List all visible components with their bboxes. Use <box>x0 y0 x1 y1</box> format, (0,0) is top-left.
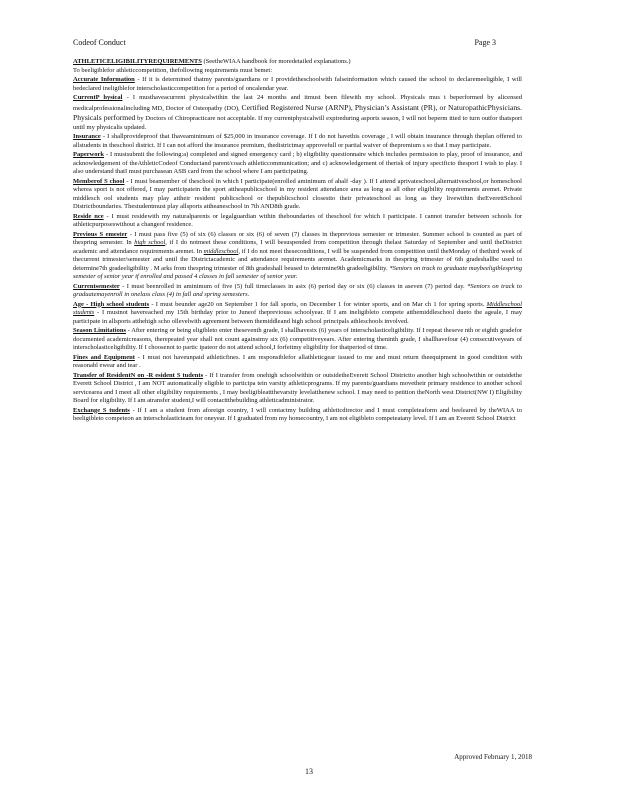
paragraph-fines-equipment <box>73 354 522 371</box>
paragraph-member-of-school <box>73 178 522 212</box>
paragraph-text: , if I do notmeet these conditions, I will besuspended from competition through thelast Saturday of September and until theDistrict academic and attendance requirements aremet. In <box>73 239 522 255</box>
paragraph-text: - After entering or being eligibleto enter theseventh grade, I shallhavesix (6) years of interscholasticeligibility. If I repeat theseve nth or eighth gradefor documented academicreasons, therepeated year shall not count againstmy six (6) competitiveyears. After entering theninth grade, I shallhavefour (4) consecutiveyears of interscholasticeligibility. If I choosenot to partic ipateor do not attend school,I forfeitmy eligibility for thatperiod of time. <box>73 327 523 351</box>
paragraph-current-physical <box>73 94 522 132</box>
paragraph-text: - I mustsubmit the following:a) completed and signed emergency card ; b) eligibility questionnaire which includes permission to play, proof of insurance, and acknowledgement of theAthleticCodeof Conductand parent/coach athleticcommunication; and c) acknowledgement of therisk of injury specificto thesport I wish to play. I also understand thatI must purchasean ASB card from the school where I am participating. <box>73 151 522 175</box>
paragraph-current-semester <box>73 283 522 300</box>
paragraph-text: - I must beamember of theschool in which I participate(enrolled aminimum of ahalf -day ). If I attend aprivateschool,alternativeschool,or homeschool wherea sport is not offered, I may participatein the sport attheapublicschool in my resident attendance area as long as all other eligibility requirements aremet. Private middlesch ool students may play attheir resident publicschool or thepublicschool closestto their privateschool as long as they livewithin theEverettSchool Districtboundaries. Thestudentmust play allsports attheaneschool in 7th AND8th grade. <box>73 177 522 210</box>
paragraph-paperwork <box>73 151 522 177</box>
paragraph-previous-semester <box>73 231 522 282</box>
paragraph-text: - If I am a student from aforeign country, I will contactmy building athleticdirector and I must completeaform and beeleared by theWIAA to beeligibleto competeon an interscholasticteam for oneyear. If I graduated from my homecountry, I am not eligibleto competeatany level. If I am an Everett School District <box>73 406 522 422</box>
underlined-term: middleschool <box>203 247 239 255</box>
paragraph-text: - I mustnot havereached my 15th birthday prior to Juneof thepreviouss schoolyear. If I am ineligibleto compete atthemiddleschool dueto the ageale, I may participate in allsports atthehigh scho ollevelwith agreement between themiddleand high school principals athleschools involved. <box>73 309 522 325</box>
paragraph-text-after: by Doctors of Chiropracticare not acceptable. If my currentphysicalwill expireduring asports season, I will not beperm itted to turn outfor thatsport until my physicalis updated. <box>73 115 522 131</box>
paragraph-text: - I musthaveacurrent physicalwithin the last 24 months and itmust been filewith my school. Physicals mus t beperformed by alicensed medicalprofessionalincluding MD, Doctor of Osteopathy (DO), <box>73 94 522 112</box>
italic-note: *Seniors on track to graduate maybeeligiblespring semester of senior year if enrolled and passed 4 classes in fall semester of senior year. <box>73 264 522 280</box>
paragraph-large-line: Certified Registered Nurse (ARNP), Physician’s Assistant (PR), or NaturopathicPhysicians. Physicals performed <box>73 102 522 122</box>
paragraph-text: - I must beunder age20 on September 1 for fall sports, on December 1 for winter sports, and on Mar ch 1 for spring sports. <box>149 300 485 308</box>
paragraph-accurate-information <box>73 76 522 93</box>
paragraph-text: - I shallprovideproof that Ihaveaminimum of $25,000 in insurance coverage. If I do not havethis coverage , I will obtain insurance through theplan offered to allstudents in theschool district. If I can not afford the insurance premium, thedistrictmay approvefull or partial waiver of thepremium s so that I may participate. <box>73 133 522 149</box>
approval-date: Approved February 1, 2018 <box>454 753 532 761</box>
paragraph-transfer <box>73 372 522 406</box>
paragraph-heading: Fines and Equipment <box>73 353 135 361</box>
paragraph-heading: Exchange S tudents <box>73 406 130 414</box>
paragraph-heading: Season Limitations <box>73 327 126 334</box>
paragraph-text: - I must pass five (5) of six (6) classes or six (6) of seven (7) classes in theprevious semester or trimester. Summer school is counted as part of thespring semester. In <box>73 230 522 246</box>
paragraph-heading: Memberof S chool <box>73 177 125 185</box>
paragraph-text: , if I do not meet theseconditions, I will be suspended from competition until theMonday of thethird week of thecurrent trimester/semester and until the Districtacademic and attendance requirements aremet. Academicmarks in thespring trimester of 6th gradeshallbe used to determine7th gradeeligibility . M arks from thespring trimester of 8th gradeshall beused to determine9th gradeeligibility. <box>73 247 522 272</box>
paragraph-heading: Previous S emester <box>73 230 128 238</box>
paragraph-text: - I must residewith my naturalparents or legalguardian within theboundaries of theschool for which I participate. I cannot transfer between schools for athleticpurposeswithout a changeof residence. <box>73 212 522 228</box>
paragraph-text: - If I transfer from onehigh schoolwithin or outsidetheEverett School Districtto another high schoolwithin or outsidethe Everett School District , I am NOT automatically eligible to participa tein varsity athleticprograms. If my parents/guardians movetheir primary residence to another school servicearea and I meet all other eligibility requirements , I may beeligibleattthevarsity levelatthenew school. I may need to petition theNorth west District(NW I) Eligibility Board for eligibility. If I am atransfer student,I will contacttthebuilding athleticadministrator. <box>73 371 522 404</box>
title-line <box>73 58 522 67</box>
paragraph-residence <box>73 213 522 230</box>
paragraph-exchange-students <box>73 407 522 424</box>
paragraph-heading: Insurance <box>73 133 101 140</box>
paragraph-text: - If it is determined thatmy parents/guardians or I providetheschoolwith falseinformation which caused the school to declaremeeligible, I will bedeclared ineligiblefor interscholasticcompetition for a period of oncalendar year. <box>73 76 522 92</box>
paragraph-heading: Age - High school students <box>73 300 150 308</box>
underlined-term: high school <box>134 239 166 246</box>
paragraph-heading: Accurate Information <box>73 76 135 83</box>
paragraph-heading: CurrentP hysical <box>73 94 123 101</box>
paragraph-season-limitations <box>73 327 522 353</box>
paragraph-text: - I must beenrolled in aminimum of five (5) full timeclasses in asix (6) period day or six (6) classes in aseven (7) period day. <box>119 282 468 290</box>
italic-note: *Seniors on track to graduatemayenroll in onelass class (4) in fall and spring semesters. <box>73 282 522 298</box>
page-number: 13 <box>305 767 313 776</box>
paragraph-heading: Transfer of ResidentN on -R esident S tudents <box>73 371 204 379</box>
header-left: Codeof Conduct <box>73 38 126 47</box>
paragraph-age <box>73 301 522 327</box>
paragraph-insurance <box>73 133 522 150</box>
underlined-term: Middleschool students <box>73 300 523 316</box>
title-note: (SeetheWIAA handbook for moredetailed explanations.) <box>203 58 351 65</box>
intro-text: To beeligiblefor athleticcompetition, thefollowing requirements must bemet: <box>73 66 273 74</box>
paragraph-text: - I must not haveunpaid athleticfines. I am responsiblefor allathleticgear issued to me and must return theequipment in good condition with reasonabl ewear and tear . <box>73 353 523 369</box>
paragraph-heading: Paperwork <box>73 151 105 158</box>
section-title: ATHLETICELIGIBILITYREQUIREMENTS <box>73 58 202 65</box>
paragraph-heading: Currentsemester <box>73 282 120 290</box>
header-right: Page 3 <box>474 38 496 47</box>
document-body <box>73 58 522 424</box>
paragraph-heading: Reside nce <box>73 212 104 220</box>
